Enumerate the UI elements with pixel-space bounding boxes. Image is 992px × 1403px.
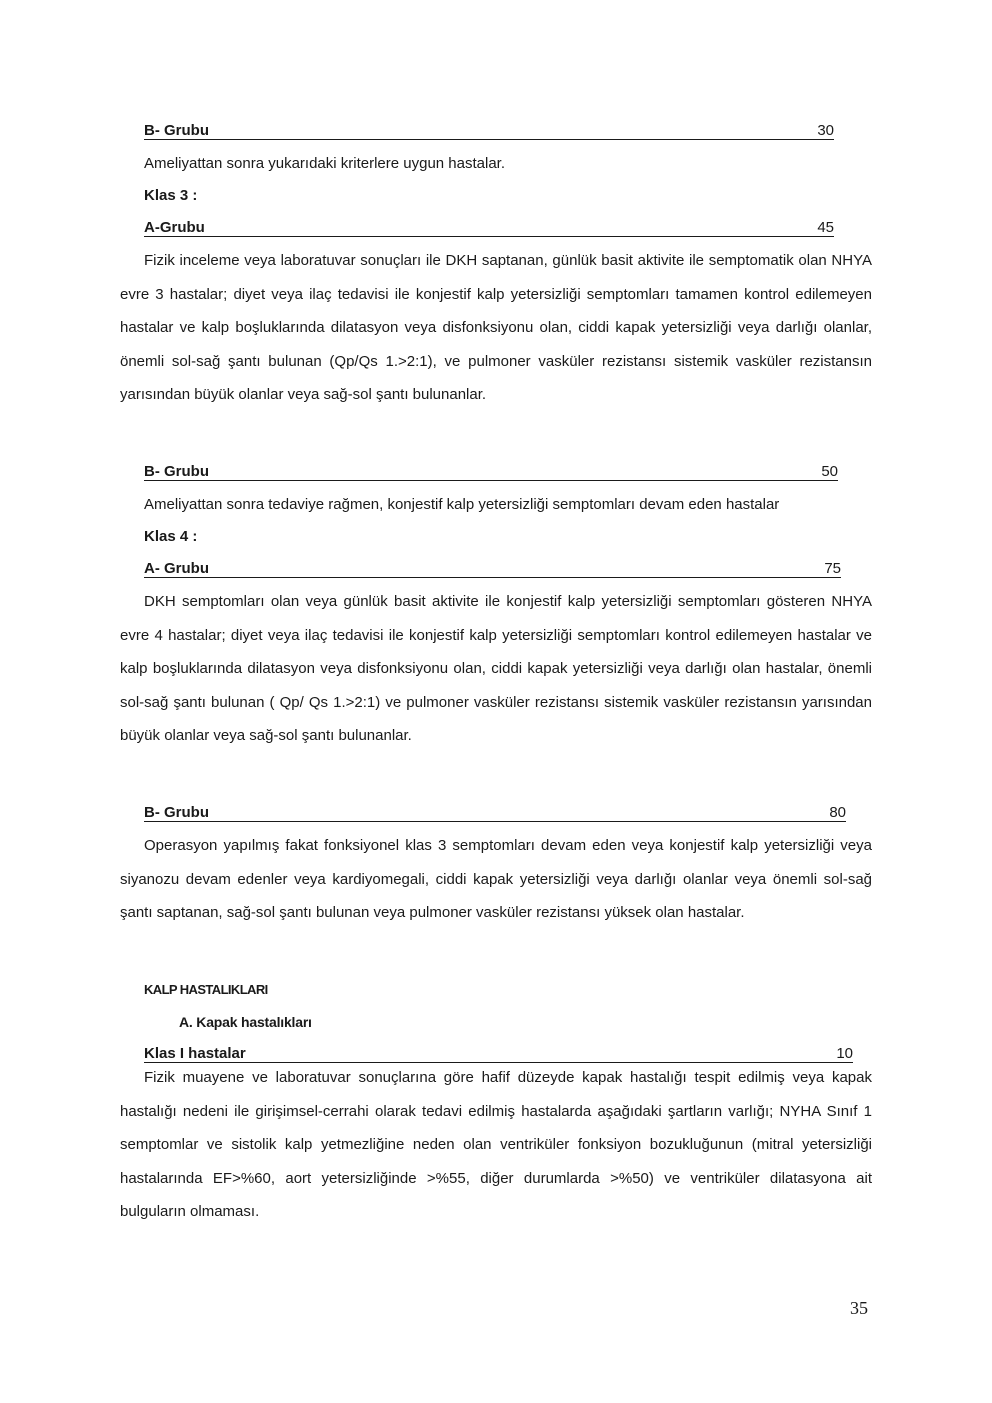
b-grubu-row — [144, 122, 834, 140]
b-grubu-value: 50 — [821, 463, 838, 480]
klas-1-paragraph: Fizik muayene ve laboratuvar sonuçlarına göre hafif düzeyde kapak hastalığı tespit edilmiş veya kapak hastalığı nedeni ile girişimsel-cerrahi olarak tedavi edilmiş hastalarda aşağıdaki şartların varlığı; NYHA Sınıf 1 semptomlar ve sistolik kalp yetmezliğine neden olan ventriküler fonksiyon bozukluğunun (mitral yetersizliği hastalarında EF>%60, aort yetersizliğinde >%55, diğer durumlarda >%50) ve ventriküler dilatasyona ait bulguların olmaması. — [120, 1069, 872, 1221]
klas-4-heading: Klas 4 : — [144, 528, 198, 545]
page-number: 35 — [850, 1298, 868, 1318]
b-grubu-row — [144, 804, 846, 822]
subsection-heading: A. Kapak hastalıkları — [179, 1014, 312, 1030]
klas-4-a-paragraph: DKH semptomları olan veya günlük basit aktivite ile konjestif kalp yetersizliği semptomları gösteren NHYA evre 4 hastalar; diyet veya ilaç tedavisi ile konjestif kalp yetersizliği semptomları kontrol edilemeyen hastalar ve kalp boşluklarında dilatasyon veya disfonksiyonu olan, ciddi kapak yetersizliği veya darlığı olan hastalar, önemli sol-sağ şantı bulunan ( Qp/ Qs 1.>2:1) ve pulmoner vasküler rezistansı sistemik vasküler rezistansın yarısından büyük olanlar veya sağ-sol şantı bulunanlar. — [120, 593, 872, 745]
b-grubu-value: 80 — [829, 804, 846, 821]
leader-line — [209, 821, 829, 822]
a-grubu-label: A- Grubu — [144, 560, 209, 577]
klas-3-a-paragraph: Fizik inceleme veya laboratuvar sonuçları ile DKH saptanan, günlük basit aktivite ile semptomatik olan NHYA evre 3 hastalar; diyet veya ilaç tedavisi ile konjestif kalp yetersizliği semptomları tamamen kontrol edilemeyen hastalar ve kalp boşluklarında dilatasyon veya disfonksiyonu olan, ciddi kapak yetersizliği veya darlığı olanlar, önemli sol-sağ şantı bulunan (Qp/Qs 1.>2:1), ve pulmoner vasküler rezistansı sistemik vasküler rezistansın yarısından büyük olanlar veya sağ-sol şantı bulunanlar. — [120, 252, 872, 404]
section-heading: KALP HASTALIKLARI — [144, 982, 268, 997]
klas-4-b-paragraph: Operasyon yapılmış fakat fonksiyonel klas 3 semptomları devam eden veya konjestif kalp yetersizliği veya siyanozu devam edenler veya kardiyomegali, ciddi kapak yetersizliği veya darlığı olanlar veya önemli sol-sağ şantı saptanan, sağ-sol şantı bulunan veya pulmoner vasküler rezistansı yüksek olan hastalar. — [120, 837, 872, 922]
klas-1-value: 10 — [836, 1045, 853, 1062]
klas-1-label: Klas I hastalar — [144, 1045, 246, 1062]
b-grubu-label: B- Grubu — [144, 463, 209, 480]
a-grubu-row — [144, 560, 841, 578]
leader-line — [209, 577, 824, 578]
b-grubu-value: 30 — [817, 122, 834, 139]
b-grubu-description: Ameliyattan sonra tedaviye rağmen, konjestif kalp yetersizliği semptomları devam eden hastalar — [144, 496, 780, 513]
a-grubu-label: A-Grubu — [144, 219, 205, 236]
b-grubu-label: B- Grubu — [144, 122, 209, 139]
leader-line — [205, 236, 817, 237]
a-grubu-value: 75 — [824, 560, 841, 577]
b-grubu-label: B- Grubu — [144, 804, 209, 821]
leader-line — [209, 139, 817, 140]
a-grubu-value: 45 — [817, 219, 834, 236]
a-grubu-row — [144, 219, 834, 237]
klas-3-heading: Klas 3 : — [144, 187, 198, 204]
b-grubu-description: Ameliyattan sonra yukarıdaki kriterlere uygun hastalar. — [144, 155, 506, 172]
leader-line — [209, 480, 821, 481]
b-grubu-row — [144, 463, 838, 481]
